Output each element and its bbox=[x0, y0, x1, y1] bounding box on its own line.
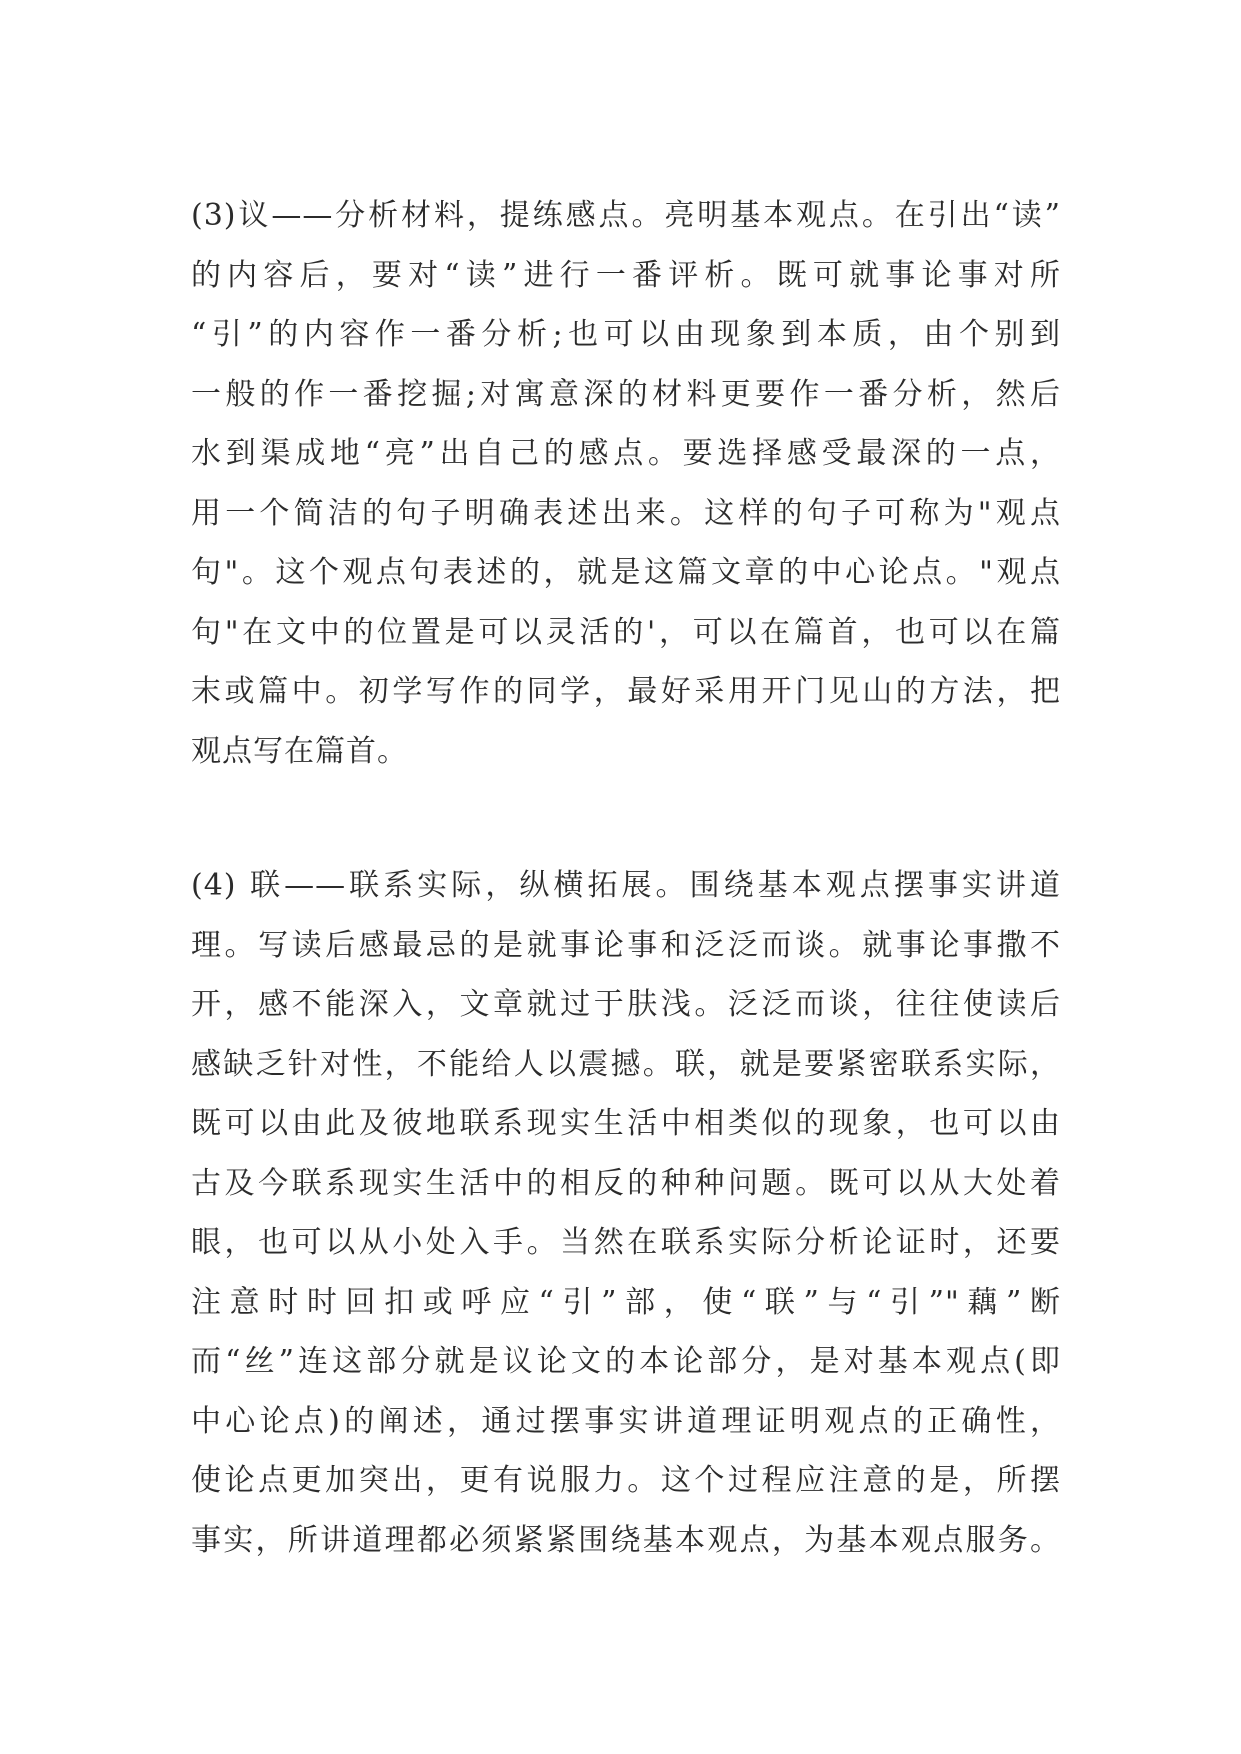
text-line: 中心论点)的阐述，通过摆事实讲道理证明观点的正确性， bbox=[191, 1403, 1061, 1439]
text-line: 的内容后，要对“读”进行一番评析。既可就事论事对所 bbox=[191, 257, 1061, 293]
paragraph-4 bbox=[191, 856, 1061, 1570]
text-line: 观点写在篇首。 bbox=[191, 733, 408, 769]
text-line: 既可以由此及彼地联系现实生活中相类似的现象，也可以由 bbox=[191, 1106, 1061, 1141]
text-line: 事实，所讲道理都必须紧紧围绕基本观点，为基本观点服务。 bbox=[191, 1522, 1061, 1558]
text-line: 用一个简洁的句子明确表述出来。这样的句子可称为"观点 bbox=[191, 495, 1061, 531]
text-line: (4) 联——联系实际，纵横拓展。围绕基本观点摆事实讲道 bbox=[191, 868, 1061, 903]
text-line: 使论点更加突出，更有说服力。这个过程应注意的是，所摆 bbox=[191, 1463, 1061, 1498]
text-line: 水到渠成地“亮”出自己的感点。要选择感受最深的一点， bbox=[191, 436, 1061, 471]
text-line: 注意时时回扣或呼应“引”部，使“联”与“引”"藕”断 bbox=[191, 1284, 1061, 1320]
text-line: 感缺乏针对性，不能给人以震撼。联，就是要紧密联系实际， bbox=[191, 1046, 1061, 1082]
text-line: 理。写读后感最忌的是就事论事和泛泛而谈。就事论事撒不 bbox=[191, 927, 1061, 963]
text-line: 句"在文中的位置是可以灵活的'，可以在篇首，也可以在篇 bbox=[191, 614, 1061, 650]
text-line: 句"。这个观点句表述的，就是这篇文章的中心论点。"观点 bbox=[191, 555, 1061, 590]
text-line: “引”的内容作一番分析;也可以由现象到本质，由个别到 bbox=[191, 317, 1061, 352]
text-line: 眼，也可以从小处入手。当然在联系实际分析论证时，还要 bbox=[191, 1225, 1061, 1260]
text-line: 末或篇中。初学写作的同学，最好采用开门见山的方法，把 bbox=[191, 674, 1061, 709]
text-line: 一般的作一番挖掘;对寓意深的材料更要作一番分析，然后 bbox=[191, 376, 1061, 412]
text-line: 而“丝”连这部分就是议论文的本论部分，是对基本观点(即 bbox=[191, 1344, 1061, 1379]
paragraph-3 bbox=[191, 186, 1061, 781]
text-line: 古及今联系现实生活中的相反的种种问题。既可以从大处着 bbox=[191, 1165, 1061, 1201]
text-line: 开，感不能深入，文章就过于肤浅。泛泛而谈，往往使读后 bbox=[191, 987, 1061, 1022]
text-line: (3)议——分析材料，提练感点。亮明基本观点。在引出“读” bbox=[191, 198, 1061, 233]
